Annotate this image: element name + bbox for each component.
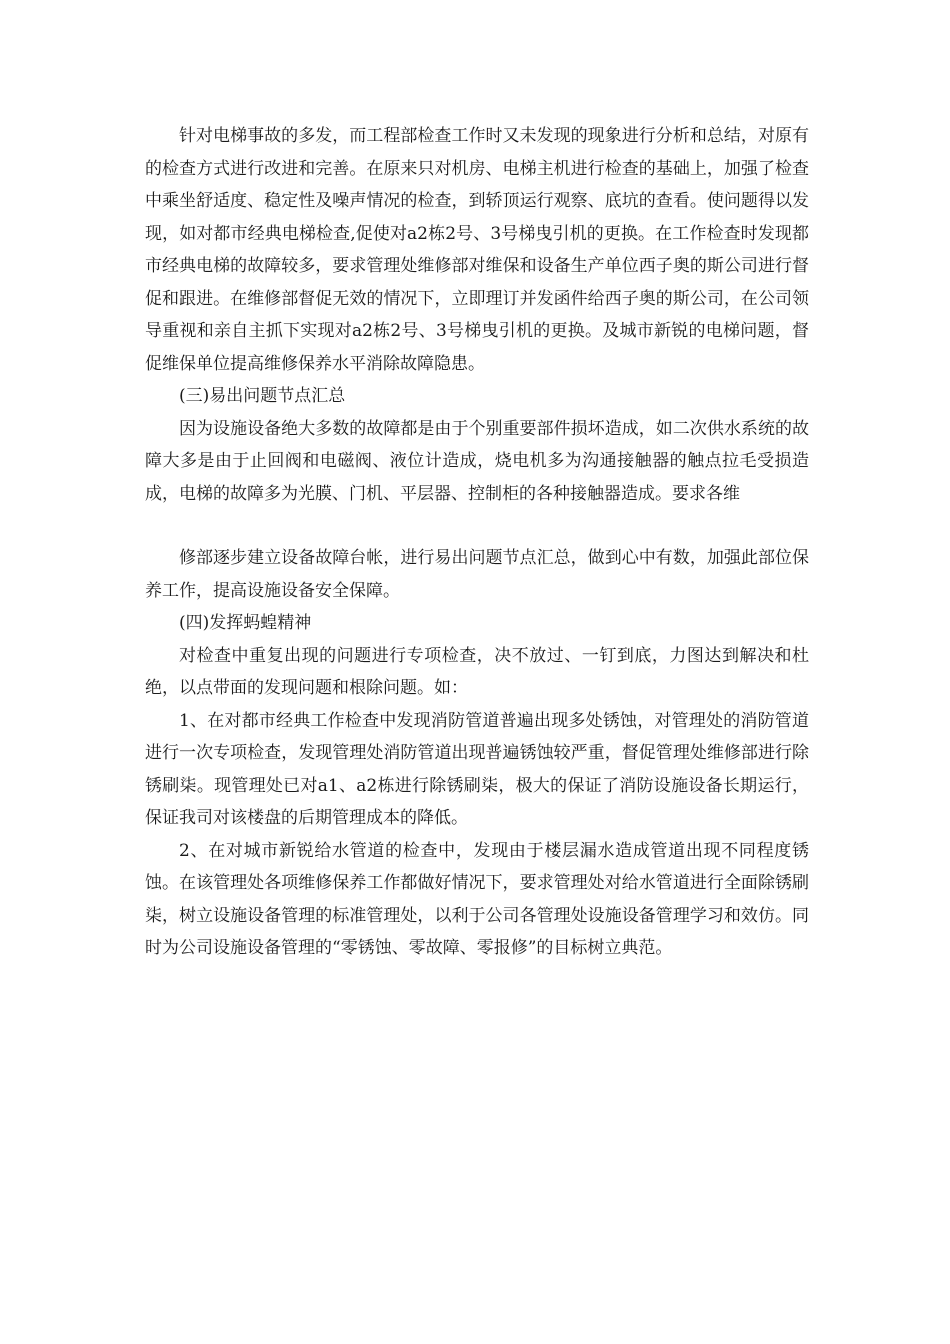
paragraph-item-2: 2、在对城市新锐给水管道的检查中，发现由于楼层漏水造成管道出现不同程度锈蚀。在该管理处各项维修保养工作都做好情况下，要求管理处对给水管道进行全面除锈刷柒，树立设施设备管理的标准管理处，以利于公司各管理处设施设备管理学习和效仿。同时为公司设施设备管理的“零锈蚀、零故障、零报修”的目标树立典范。: [145, 840, 809, 958]
paragraph-item-1: 1、在对都市经典工作检查中发现消防管道普遍出现多处锈蚀，对管理处的消防管道进行一次专项检查，发现管理处消防管道出现普遍锈蚀较严重，督促管理处维修部进行除锈刷柒。现管理处已对a1、a2栋进行除锈刷柒，极大的保证了消防设施设备长期运行，保证我司对该楼盘的后期管理成本的降低。: [145, 710, 809, 828]
paragraph-special-inspection: 对检查中重复出现的问题进行专项检查，决不放过、一钉到底，力图达到解决和杜绝，以点带面的发现问题和根除问题。如：: [145, 645, 809, 698]
document-body: [145, 120, 809, 965]
paragraph-elevator-inspection: 针对电梯事故的多发，而工程部检查工作时又未发现的现象进行分析和总结，对原有的检查方式进行改进和完善。在原来只对机房、电梯主机进行检查的基础上，加强了检查中乘坐舒适度、稳定性及噪声情况的检查，到轿顶运行观察、底坑的查看。使问题得以发现，如对都市经典电梯检查,促使对a2栋2号、3号梯曳引机的更换。在工作检查时发现都市经典电梯的故障较多，要求管理处维修部对维保和设备生产单位西子奥的斯公司进行督促和跟进。在维修部督促无效的情况下，立即理订并发函件给西子奥的斯公司，在公司领导重视和亲自主抓下实现对a2栋2号、3号梯曳引机的更换。及城市新锐的电梯问题，督促维保单位提高维修保养水平消除故障隐患。: [145, 126, 809, 374]
section-heading-3: (三)易出问题节点汇总: [179, 386, 346, 406]
paragraph-fault-causes: 因为设施设备绝大多数的故障都是由于个别重要部件损坏造成，如二次供水系统的故障大多是由于止回阀和电磁阀、液位计造成，烧电机多为沟通接触器的触点拉毛受损造成，电梯的故障多为光膜、门机、平层器、控制柜的各种接触器造成。要求各维: [145, 418, 809, 504]
paragraph-fault-ledger: 修部逐步建立设备故障台帐，进行易出问题节点汇总，做到心中有数，加强此部位保养工作，提高设施设备安全保障。: [145, 548, 809, 601]
section-heading-4: (四)发挥蚂蝗精神: [179, 613, 312, 633]
